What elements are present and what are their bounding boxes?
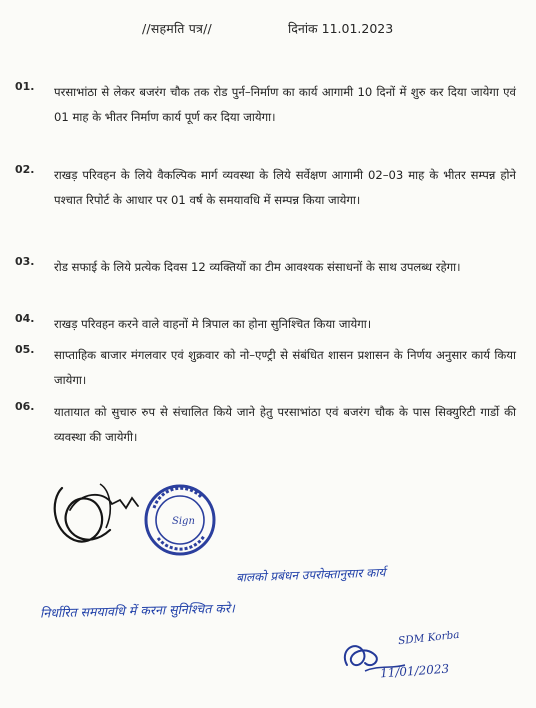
signature-and-seal [40,470,240,570]
item-text: यातायात को सुचारु रुप से संचालित किये जाने हेतु परसाभांठा एवं बजरंग चौक के पास सिक्युरिटी गार्डो की व्यवस्था की जायेगी। [54,405,516,444]
handwritten-note-line1: बालको प्रबंधन उपरोक्तानुसार कार्य [235,565,386,585]
letter-header [0,20,536,42]
item-text: परसाभांठा से लेकर बजरंग चौक तक रोड पुर्न–निर्माण का कार्य आगामी 10 दिनों में शुरु कर दिया जायेगा एवं 01 माह के भीतर निर्माण कार्य पूर्ण कर दिया जायेगा। [54,85,516,124]
item-text: रोड सफाई के लिये प्रत्येक दिवस 12 व्यक्तियों का टीम आवश्यक संसाधनों के साथ उपलब्ध रहेगा। [54,260,461,274]
letter-title: //सहमति पत्र// [142,21,212,36]
item-number: 02. [15,163,35,176]
handwritten-note-line2: निर्धारित समयावधि में करना सुनिश्चित करे। [39,600,235,621]
letter-date: दिनांक 11.01.2023 [288,21,394,36]
item-number: 04. [15,312,35,325]
item-text: साप्ताहिक बाजार मंगलवार एवं शुक्रवार को नो–एण्ट्री से संबंधित शासन प्रशासन के निर्णय अनुसार कार्य किया जायेगा। [54,348,516,387]
item-number: 05. [15,343,35,356]
official-seal-icon [140,480,220,560]
svg-text:Sign: Sign [172,516,195,527]
item-number: 06. [15,400,35,413]
item-number: 03. [15,255,35,268]
officer-name: SDM Korba [397,628,461,648]
officer-sign-date: 11/01/2023 [379,661,450,681]
item-text: राखड़ परिवहन करने वाले वाहनों मे त्रिपाल का होना सुनिश्चित किया जायेगा। [54,317,372,331]
item-text: राखड़ परिवहन के लिये वैकल्पिक मार्ग व्यवस्था के लिये सर्वेक्षण आगामी 02–03 माह के भीतर सम्पन्न होने पश्चात रिपोर्ट के आधार पर 01 वर्ष के समयावधि में सम्पन्न किया जायेगा। [54,168,516,207]
item-number: 01. [15,80,35,93]
